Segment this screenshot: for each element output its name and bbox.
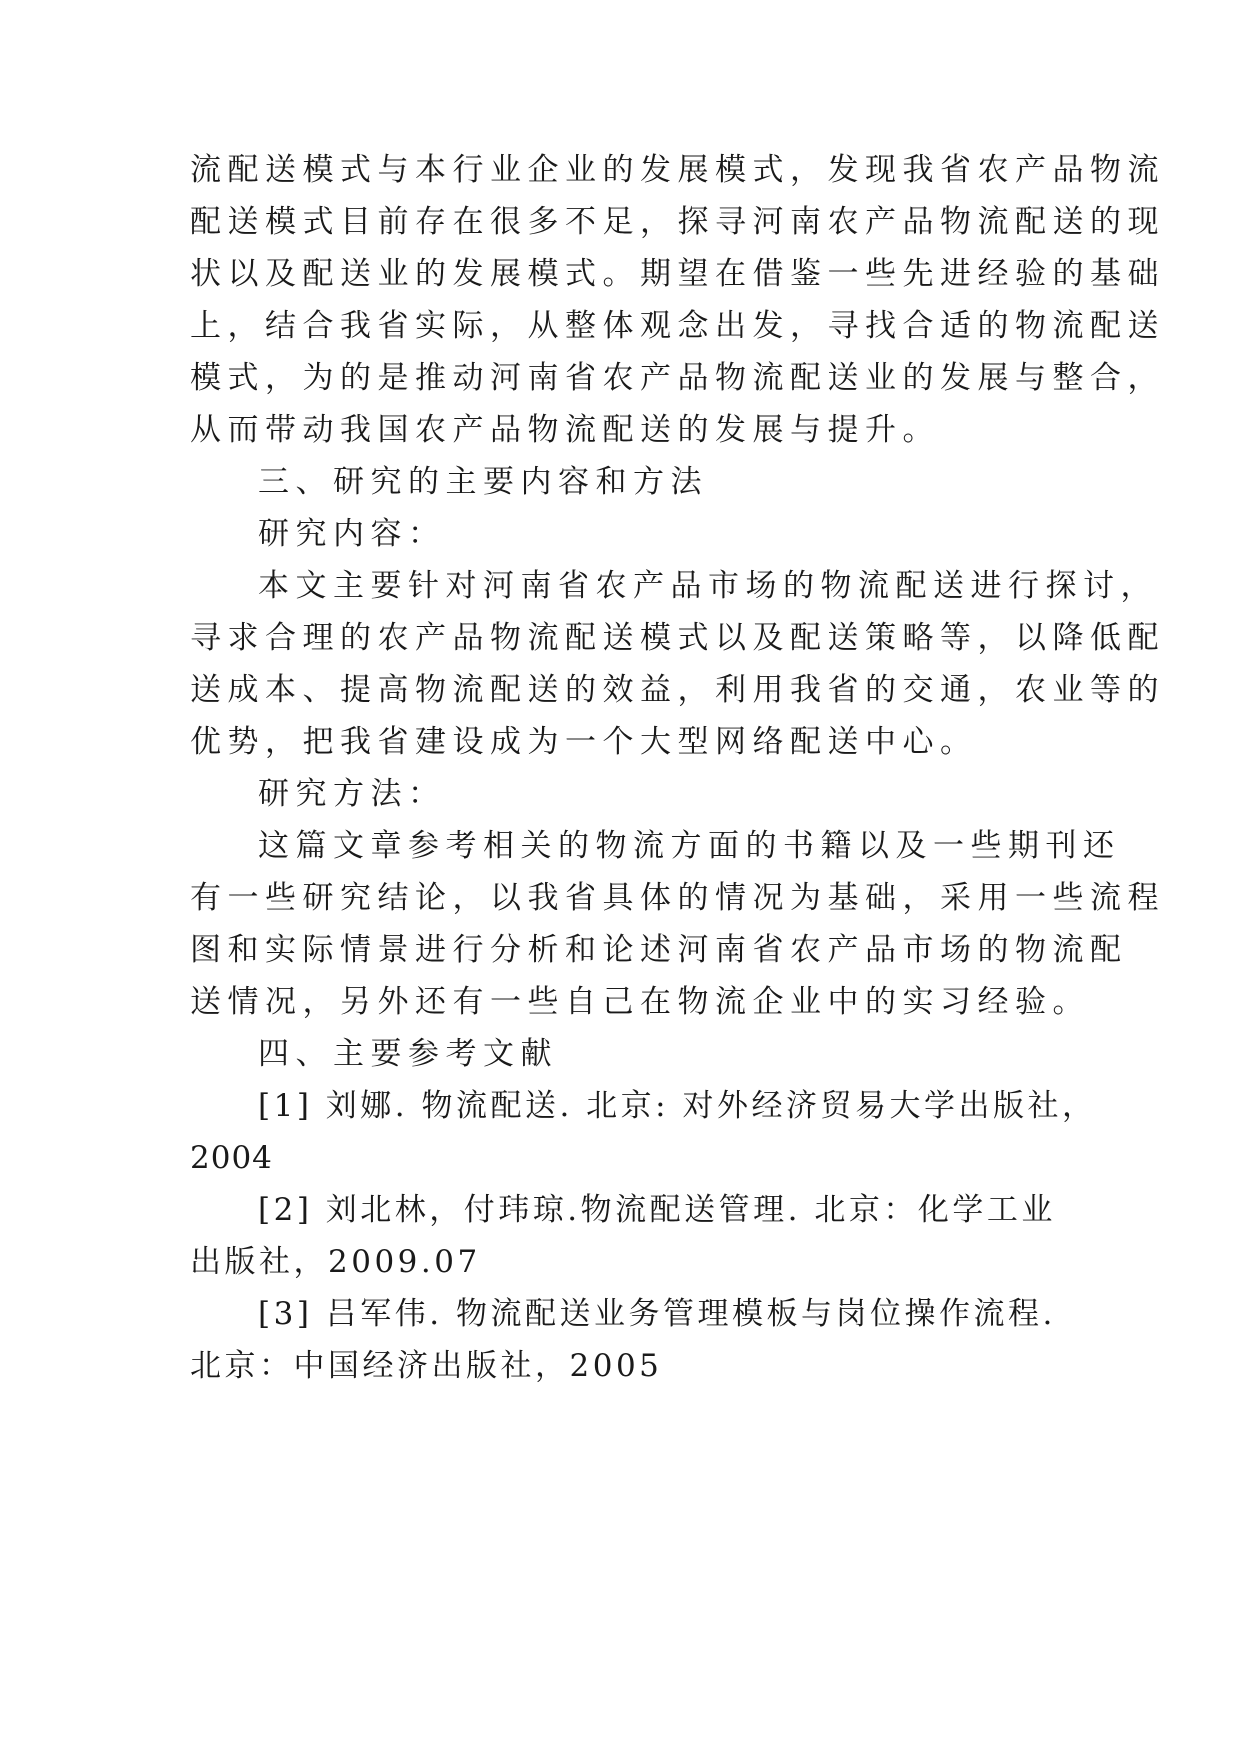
text-line: 状以及配送业的发展模式。期望在借鉴一些先进经验的基础 xyxy=(190,256,1165,292)
text-line: 本文主要针对河南省农产品市场的物流配送进行探讨， xyxy=(258,568,1158,604)
reference-line: 2004 xyxy=(190,1140,273,1176)
method-label: 研究方法： xyxy=(258,776,446,812)
section-heading: 四、主要参考文献 xyxy=(258,1036,558,1072)
reference-line: [2] 刘北林，付玮琼.物流配送管理. 北京：化学工业 xyxy=(258,1192,1056,1228)
content-label: 研究内容： xyxy=(258,516,446,552)
text-line: 图和实际情景进行分析和论述河南省农产品市场的物流配 xyxy=(190,932,1128,968)
reference-line: [3] 吕军伟. 物流配送业务管理模板与岗位操作流程. xyxy=(258,1296,1056,1332)
reference-line: 北京：中国经济出版社，2005 xyxy=(190,1348,663,1384)
text-line: 寻求合理的农产品物流配送模式以及配送策略等，以降低配 xyxy=(190,620,1165,656)
text-line: 送成本、提高物流配送的效益，利用我省的交通，农业等的 xyxy=(190,672,1165,708)
section-heading: 三、研究的主要内容和方法 xyxy=(258,464,708,500)
text-line: 优势，把我省建设成为一个大型网络配送中心。 xyxy=(190,724,978,760)
text-line: 有一些研究结论，以我省具体的情况为基础，采用一些流程 xyxy=(190,880,1165,916)
text-line: 送情况，另外还有一些自己在物流企业中的实习经验。 xyxy=(190,984,1090,1020)
text-line: 从而带动我国农产品物流配送的发展与提升。 xyxy=(190,412,940,448)
text-line: 这篇文章参考相关的物流方面的书籍以及一些期刊还 xyxy=(258,828,1121,864)
text-line: 流配送模式与本行业企业的发展模式，发现我省农产品物流 xyxy=(190,152,1165,188)
reference-line: [1] 刘娜. 物流配送. 北京: 对外经济贸易大学出版社， xyxy=(258,1088,1097,1124)
text-line: 配送模式目前存在很多不足，探寻河南农产品物流配送的现 xyxy=(190,204,1165,240)
text-line: 模式，为的是推动河南省农产品物流配送业的发展与整合， xyxy=(190,360,1165,396)
text-line: 上，结合我省实际，从整体观念出发，寻找合适的物流配送 xyxy=(190,308,1165,344)
reference-line: 出版社，2009.07 xyxy=(190,1244,481,1280)
